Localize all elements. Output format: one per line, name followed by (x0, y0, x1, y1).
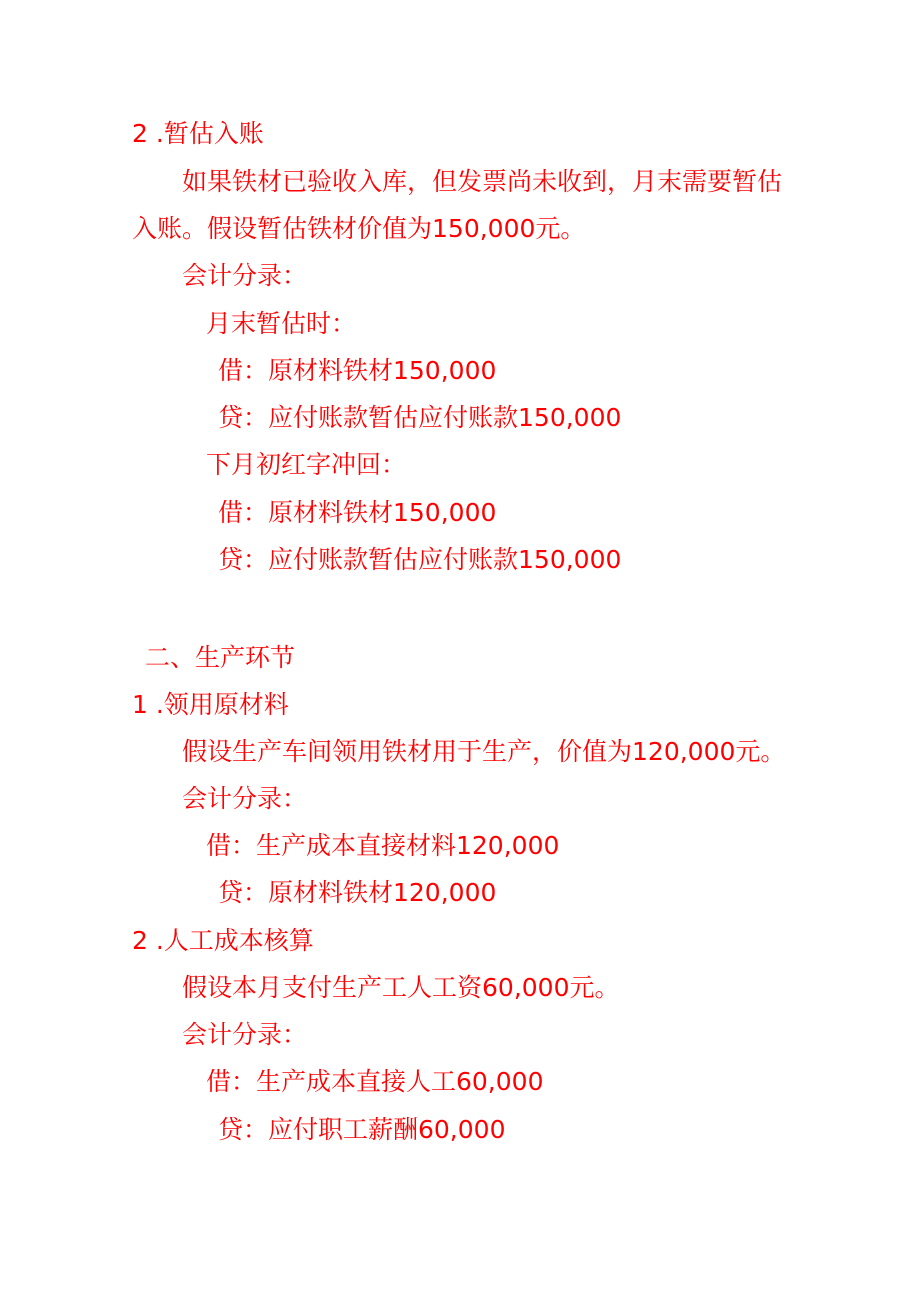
item-heading: 1 .领用原材料 (132, 690, 289, 719)
credit-line: 贷：应付职工薪酬60,000 (218, 1115, 506, 1144)
debit-line: 借：生产成本直接人工60,000 (206, 1067, 544, 1096)
sub-label-reversal: 下月初红字冲回： (206, 450, 407, 479)
debit-line: 借：原材料铁材150,000 (218, 356, 497, 385)
item-heading: 2 .人工成本核算 (132, 926, 314, 955)
paragraph-line: 假设生产车间领用铁材用于生产，价值为120,000元。 (182, 737, 786, 766)
debit-line: 借：原材料铁材150,000 (218, 498, 497, 527)
section-heading-provisional-entry: 2 .暂估入账 (132, 119, 264, 148)
paragraph-line: 入账。假设暂估铁材价值为150,000元。 (132, 214, 586, 243)
paragraph-line: 如果铁材已验收入库，但发票尚未收到，月末需要暂估 (182, 167, 783, 196)
section-heading-production: 二、生产环节 (145, 643, 296, 672)
paragraph-line: 假设本月支付生产工人工资60,000元。 (182, 973, 620, 1002)
entry-label: 会计分录： (182, 1020, 308, 1049)
credit-line: 贷：应付账款暂估应付账款150,000 (218, 403, 622, 432)
credit-line: 贷：原材料铁材120,000 (218, 878, 497, 907)
entry-label: 会计分录： (182, 784, 308, 813)
credit-line: 贷：应付账款暂估应付账款150,000 (218, 545, 622, 574)
sub-label-month-end: 月末暂估时： (206, 309, 357, 338)
debit-line: 借：生产成本直接材料120,000 (206, 831, 560, 860)
entry-label: 会计分录： (182, 261, 308, 290)
